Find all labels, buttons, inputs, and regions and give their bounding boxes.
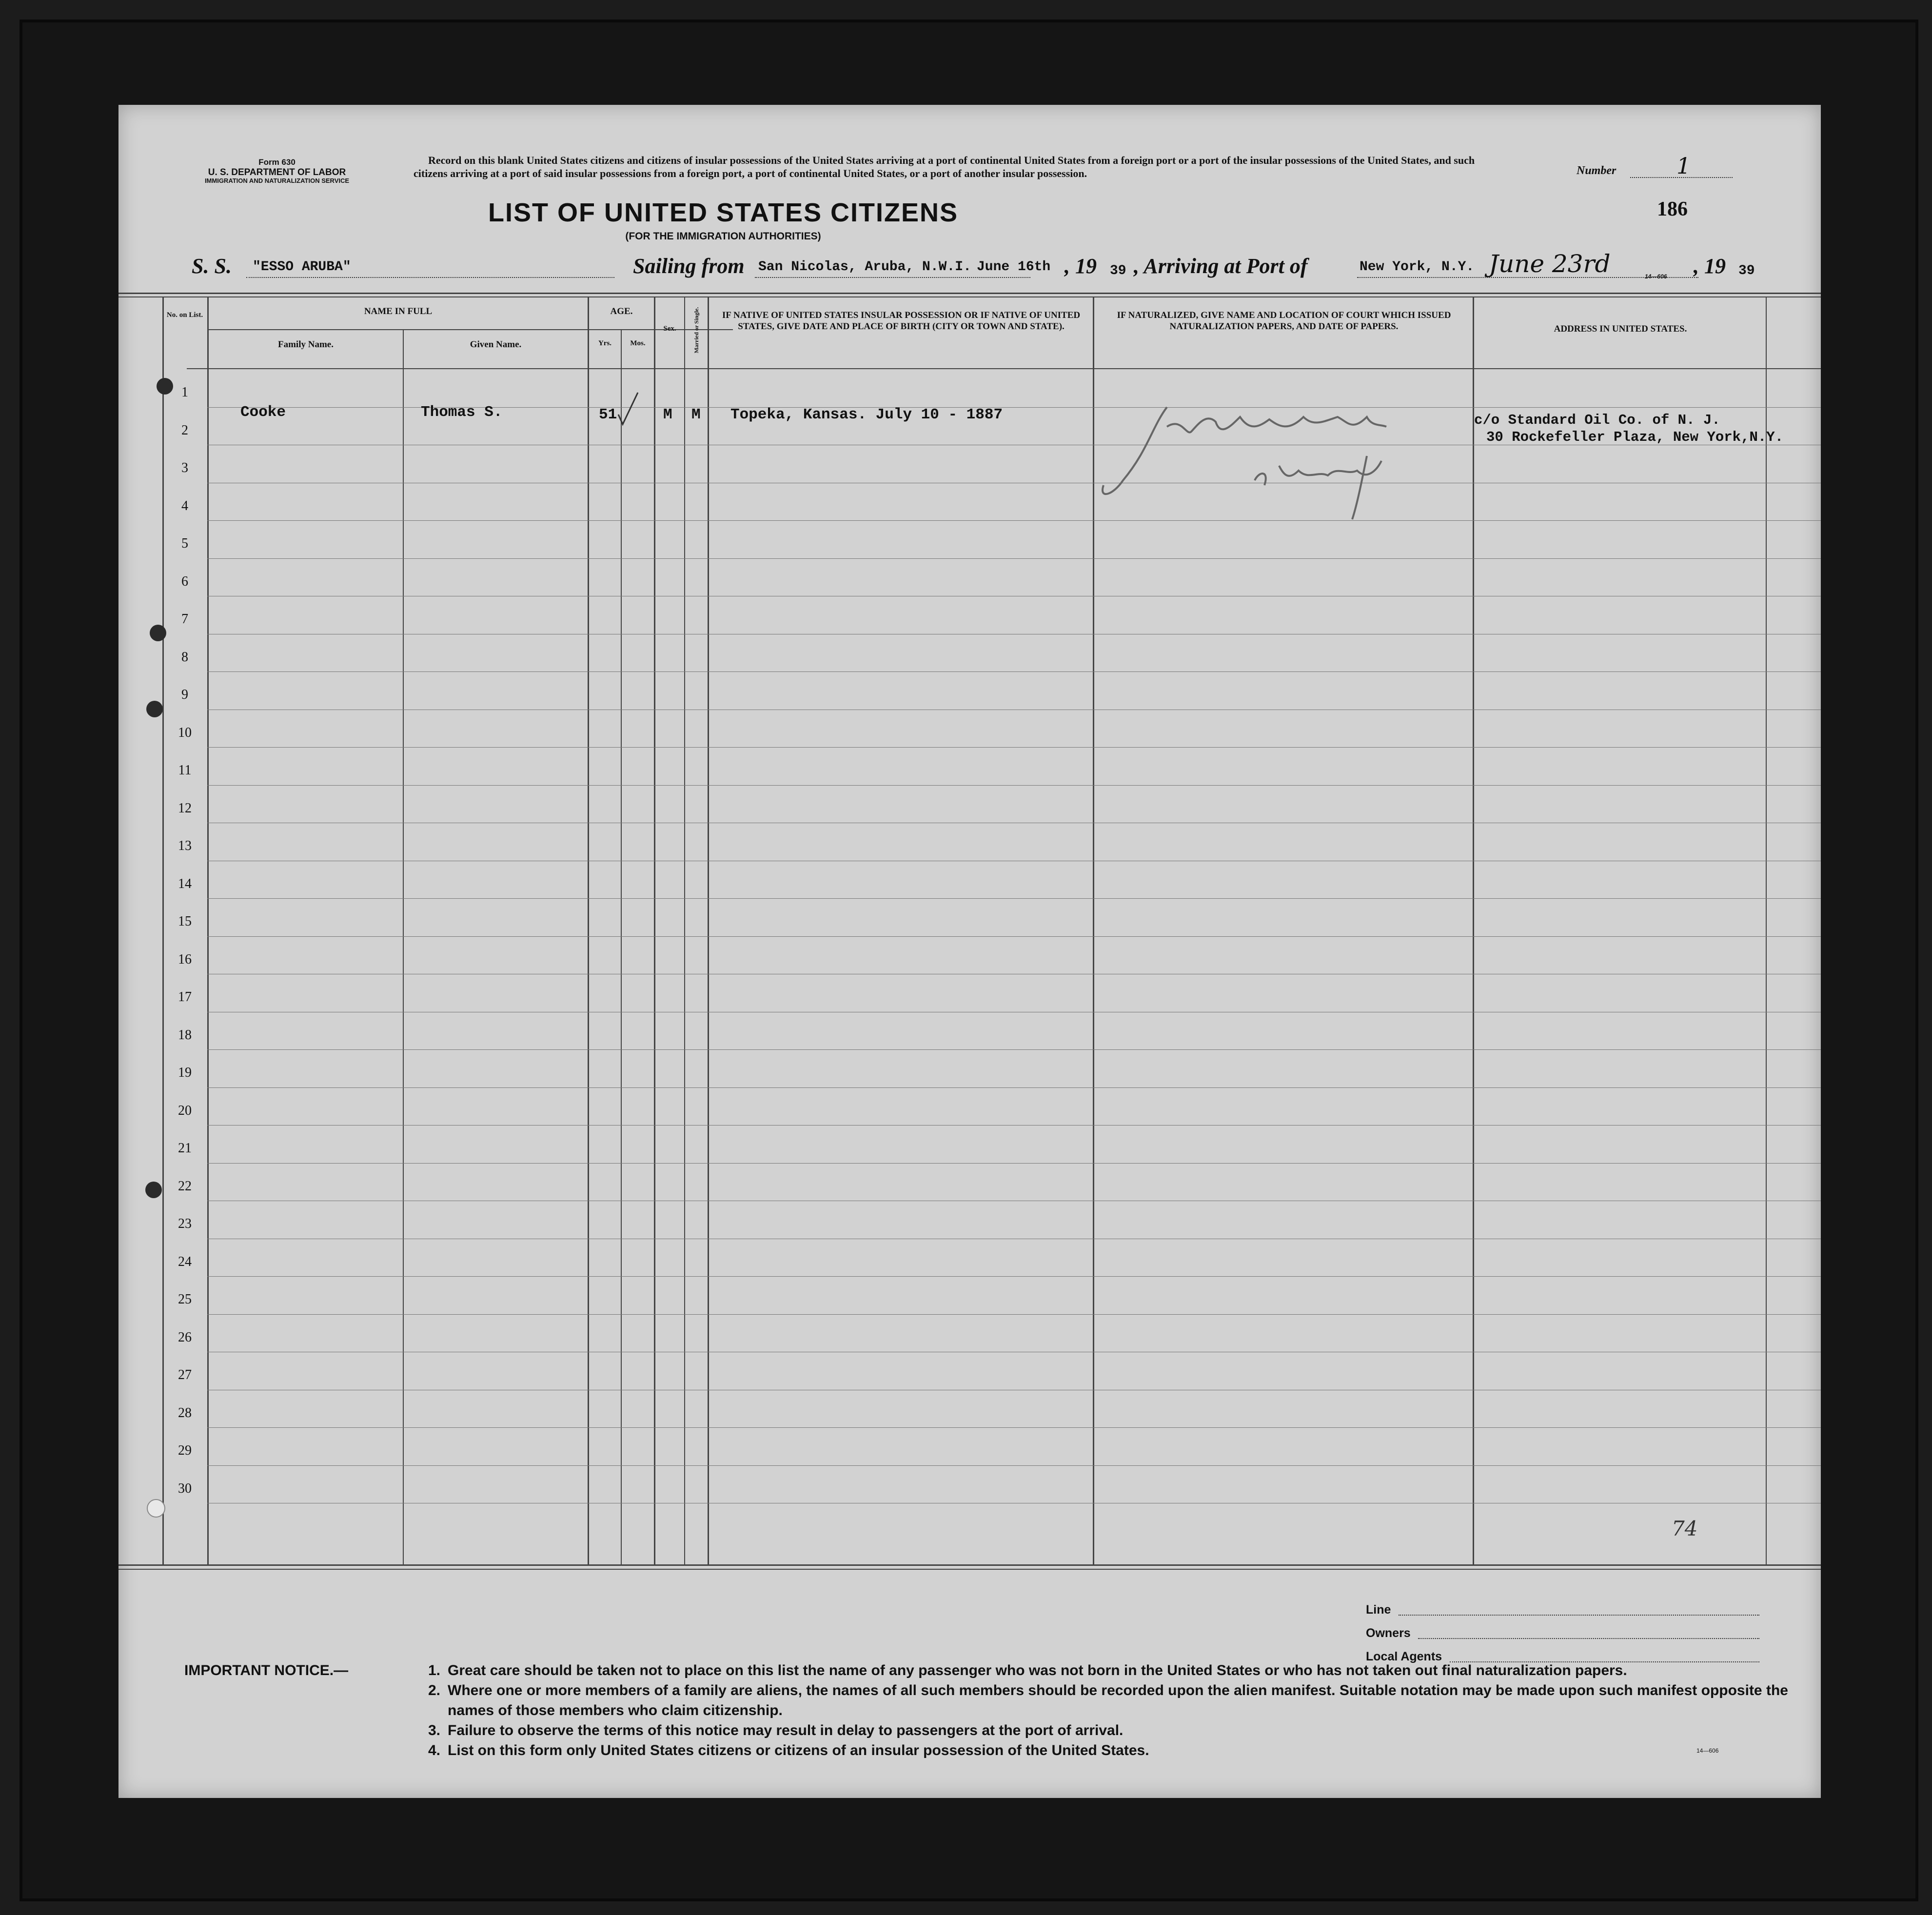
row-1-birth: Topeka, Kansas. July 10 - 1887 <box>730 406 1003 423</box>
header-given-name: Given Name. <box>470 339 522 350</box>
page-number: 186 <box>1657 198 1688 220</box>
punch-hole <box>145 1182 162 1198</box>
row-1-given-name: Thomas S. <box>421 404 503 421</box>
print-code-top: 14—606 <box>1645 273 1667 280</box>
row-separator <box>207 671 1821 672</box>
row-number: 12 <box>178 801 192 816</box>
table-top-rule <box>118 293 1821 294</box>
year-suffix-2: 39 <box>1738 263 1755 278</box>
row-1-address-line-1: c/o Standard Oil Co. of N. J. <box>1474 412 1720 428</box>
arrival-port: New York, N.Y. <box>1360 259 1475 275</box>
manifest-sheet <box>118 105 1821 1798</box>
sailing-from-label: Sailing from <box>633 254 745 278</box>
row-separator <box>207 1049 1821 1050</box>
service-name: IMMIGRATION AND NATURALIZATION SERVICE <box>204 177 350 185</box>
year-prefix-1: , 19 <box>1065 254 1097 278</box>
notice-item: 1. Great care should be taken not to place on this list the name of any passenger who was not born in the United States or who has not taken out final naturalization papers. <box>428 1662 1627 1678</box>
local-agents-label: Local Agents <box>1366 1650 1442 1663</box>
row-separator <box>207 520 1821 521</box>
row-number: 19 <box>178 1065 192 1080</box>
row-number: 23 <box>178 1216 192 1231</box>
row-separator <box>207 898 1821 899</box>
row-number: 18 <box>178 1027 192 1043</box>
header-family-name: Family Name. <box>278 339 334 350</box>
row-separator <box>207 1465 1821 1466</box>
row-number: 7 <box>181 612 188 627</box>
year-suffix-1: 39 <box>1110 263 1126 278</box>
row-number: 20 <box>178 1103 192 1118</box>
row-number: 6 <box>181 574 188 589</box>
header-sex: Sex. <box>663 325 676 333</box>
page-title: LIST OF UNITED STATES CITIZENS <box>488 198 958 227</box>
print-code-bottom: 14—606 <box>1696 1747 1719 1754</box>
row-separator <box>207 1087 1821 1088</box>
line-label: Line <box>1366 1603 1391 1617</box>
department-name: U. S. DEPARTMENT OF LABOR <box>208 167 346 178</box>
header-yrs: Yrs. <box>598 339 612 347</box>
row-number: 4 <box>181 498 188 513</box>
row-number: 16 <box>178 952 192 967</box>
header-mos: Mos. <box>630 339 646 347</box>
row-1-marital: M <box>691 406 701 423</box>
row-1-age-years: 51 <box>599 406 617 423</box>
notice-item: 4. List on this form only United States citizens or citizens of an insular possession of the United States. <box>428 1742 1149 1758</box>
punch-hole <box>157 378 173 395</box>
row-number: 14 <box>178 876 192 891</box>
arrival-date: June 23rd <box>1489 250 1611 278</box>
row-separator <box>207 785 1821 786</box>
ship-name: "ESSO ARUBA" <box>253 259 351 275</box>
row-separator <box>207 1314 1821 1315</box>
owners-label: Owners <box>1366 1626 1411 1640</box>
row-1-family-name: Cooke <box>240 404 286 421</box>
inspector-signature <box>1094 397 1455 544</box>
record-instructions: Record on this blank United States citizens and citizens of insular possessions of the United States arriving at a port of continental United States from a foreign port or a port of the insular possessions of the United States, and such citizens arriving at a port of said insular possessions from a foreign port, a port of continental United States, or a port of another insular possession. <box>414 154 1475 179</box>
row-number: 3 <box>181 460 188 475</box>
row-number: 2 <box>181 423 188 438</box>
row-separator <box>207 1276 1821 1277</box>
ss-label: S. S. <box>192 254 232 278</box>
row-number: 17 <box>178 989 192 1005</box>
notice-item: 3. Failure to observe the terms of this notice may result in delay to passengers at the port of arrival. <box>428 1722 1124 1738</box>
row-separator <box>207 1427 1821 1428</box>
row-separator <box>207 558 1821 559</box>
row-1-address-line-2: 30 Rockefeller Plaza, New York,N.Y. <box>1486 429 1784 445</box>
row-number: 8 <box>181 650 188 665</box>
row-number: 11 <box>178 763 192 778</box>
row-number: 26 <box>178 1330 192 1345</box>
row-number: 25 <box>178 1292 192 1307</box>
row-number: 1 <box>181 385 188 400</box>
sailing-date: June 16th <box>977 259 1051 275</box>
table-bottom-rule <box>118 1564 1821 1566</box>
row-number: 13 <box>178 838 192 853</box>
row-separator <box>207 747 1821 748</box>
header-bottom-rule <box>187 368 1821 369</box>
sailing-line <box>192 250 1806 283</box>
row-number: 28 <box>178 1405 192 1421</box>
row-number: 9 <box>181 687 188 702</box>
from-port: San Nicolas, Aruba, N.W.I. <box>758 259 971 275</box>
checkmark-icon <box>616 390 645 429</box>
header-address: ADDRESS IN UNITED STATES. <box>1554 324 1687 334</box>
number-value: 1 <box>1676 153 1691 179</box>
page-subtitle: (FOR THE IMMIGRATION AUTHORITIES) <box>625 231 821 242</box>
header-age: AGE. <box>610 306 633 316</box>
number-label: Number <box>1577 164 1617 177</box>
form-number: Form 630 <box>258 158 296 167</box>
row-number: 22 <box>178 1179 192 1194</box>
punch-hole <box>146 701 163 717</box>
header-name-in-full: NAME IN FULL <box>364 306 433 316</box>
tally-number: 74 <box>1672 1517 1698 1540</box>
row-separator <box>207 1163 1821 1164</box>
arriving-label: , Arriving at Port of <box>1134 254 1308 278</box>
row-1-sex: M <box>663 406 672 423</box>
notice-item: 2. Where one or more members of a family are aliens, the names of all such members should be recorded upon the alien manifest. Suitable notation may be made upon such manifest opposite the names of those members who claim citizenship. <box>428 1682 1788 1718</box>
row-number: 21 <box>178 1141 192 1156</box>
row-number: 15 <box>178 914 192 929</box>
row-separator <box>207 936 1821 937</box>
row-number: 10 <box>178 725 192 740</box>
notice-lead: IMPORTANT NOTICE.— <box>184 1662 349 1678</box>
form-identifier <box>175 158 379 185</box>
year-prefix-2: , 19 <box>1694 254 1726 278</box>
row-number: 30 <box>178 1481 192 1496</box>
punch-hole <box>147 1499 165 1518</box>
header-married-single: Married or Single. <box>693 307 700 354</box>
header-native: IF NATIVE OF UNITED STATES INSULAR POSSESSION OR IF NATIVE OF UNITED STATES, GIVE DATE AND PLACE OF BIRTH (CITY OR TOWN AND STATE). <box>722 310 1081 332</box>
header-no-on-list: No. on List. <box>166 311 203 319</box>
row-number: 29 <box>178 1443 192 1458</box>
header-naturalized: IF NATURALIZED, GIVE NAME AND LOCATION OF COURT WHICH ISSUED NATURALIZATION PAPERS, AND DATE OF PAPERS. <box>1117 310 1451 332</box>
row-number: 27 <box>178 1367 192 1382</box>
punch-hole <box>150 625 166 641</box>
row-number: 5 <box>181 536 188 551</box>
row-number: 24 <box>178 1254 192 1269</box>
